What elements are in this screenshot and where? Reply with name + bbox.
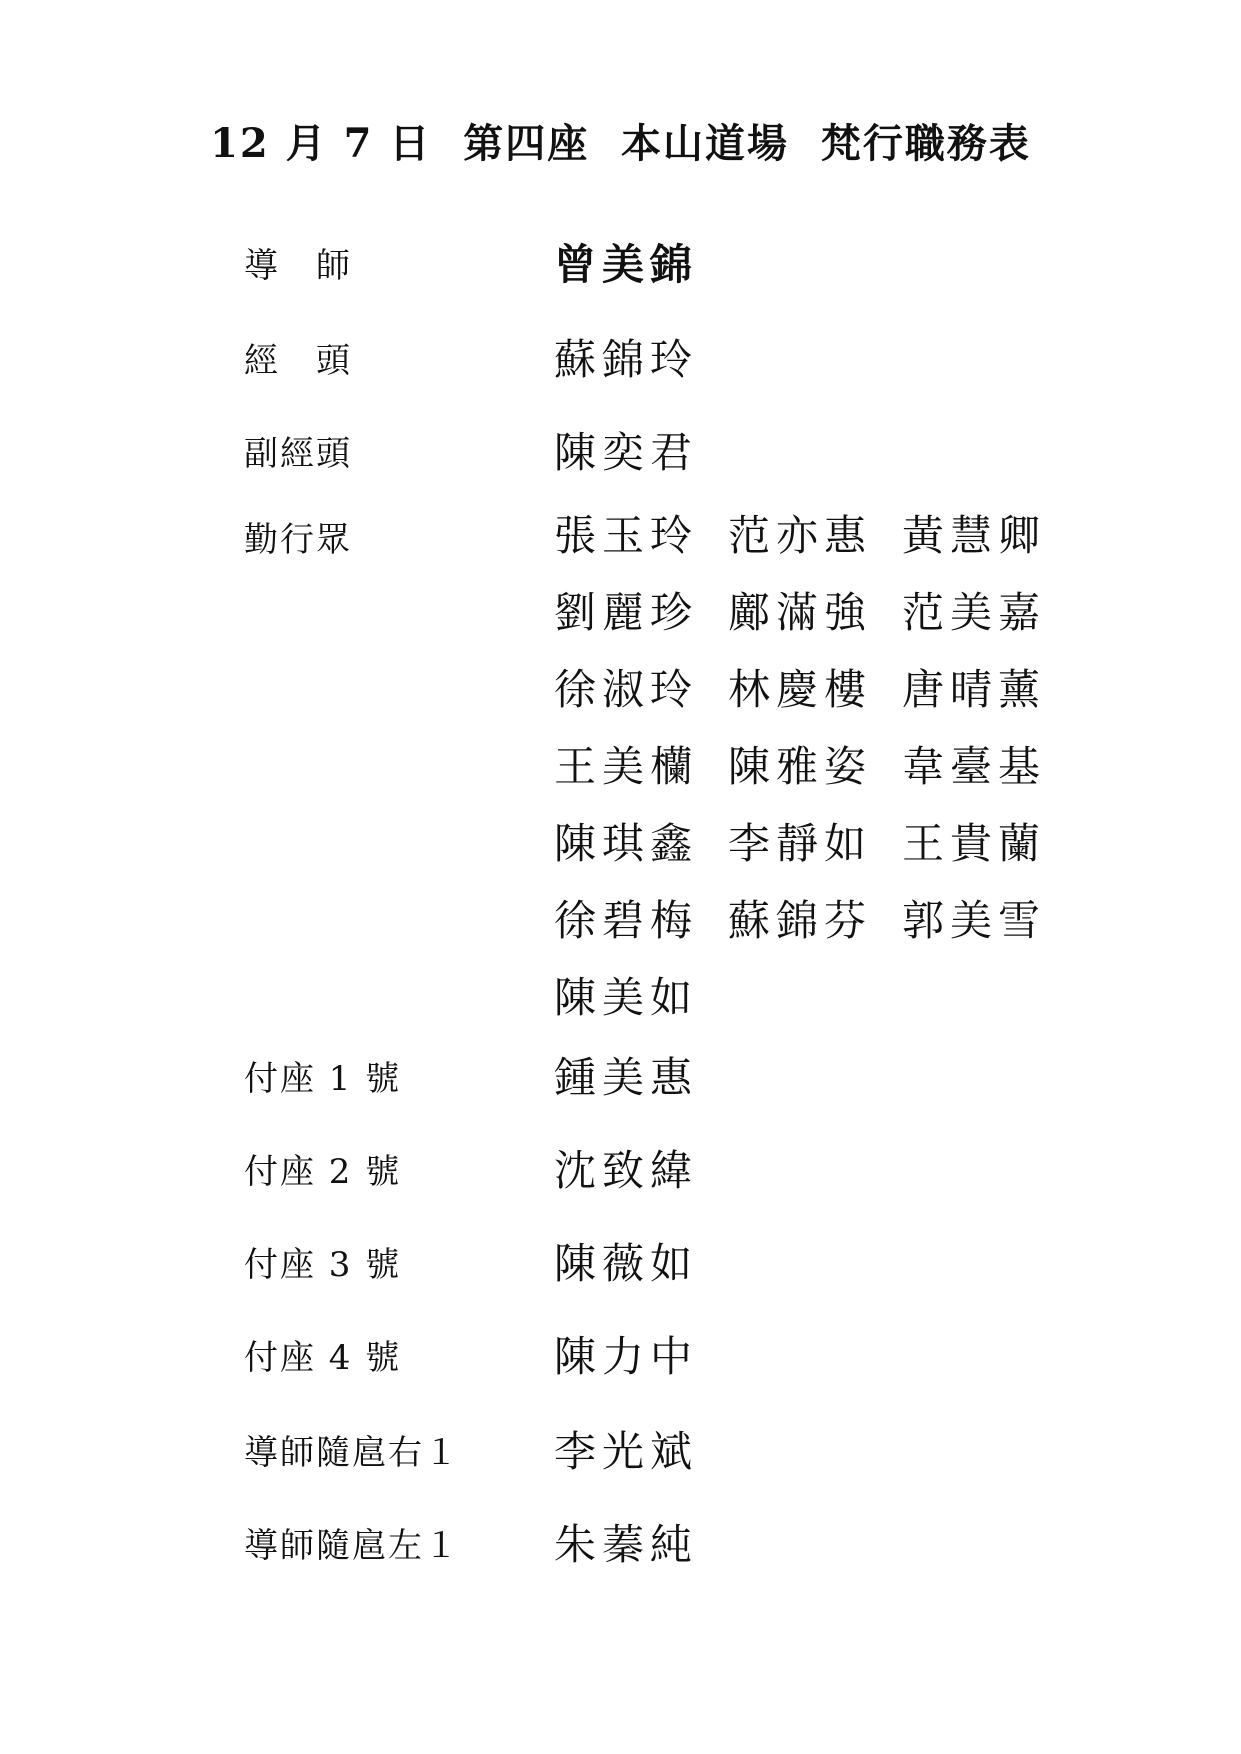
attendant-name: 韋臺基 (902, 741, 1047, 791)
attendant-name: 劉麗珍 (554, 587, 699, 637)
attendant-name: 范亦惠 (728, 510, 873, 560)
attendant-name: 唐晴薰 (902, 664, 1047, 714)
attendant-name: 徐碧梅 (554, 895, 699, 945)
attendant-name: 郭美雪 (902, 895, 1047, 945)
attendant-name: 陳雅姿 (728, 741, 873, 791)
attendant-name: 陳美如 (554, 972, 699, 1022)
role-label: 導 師 (244, 246, 352, 286)
role-label: 導師隨扈右１ (244, 1433, 460, 1473)
attendant-name: 鄺滿強 (728, 587, 873, 637)
attendant-name: 王貴蘭 (902, 818, 1047, 868)
attendant-name: 張玉玲 (554, 510, 699, 560)
attendants-line (554, 494, 1076, 571)
role-label: 付座 1 號 (244, 1059, 402, 1099)
attendants-line (554, 571, 1076, 648)
attendant-name: 陳琪鑫 (554, 818, 699, 868)
role-name: 陳奕君 (554, 428, 699, 477)
attendants-line (554, 956, 1076, 1033)
attendant-name: 徐淑玲 (554, 664, 699, 714)
role-label: 付座 3 號 (244, 1245, 402, 1285)
attendant-name: 范美嘉 (902, 587, 1047, 637)
role-name: 曾美錦 (554, 240, 699, 289)
role-name: 朱蓁純 (554, 1520, 699, 1569)
role-label: 經 頭 (244, 341, 352, 381)
role-name: 鍾美惠 (554, 1053, 699, 1102)
attendants-line (554, 802, 1076, 879)
attendants-line (554, 648, 1076, 725)
role-label: 勤行眾 (244, 520, 352, 560)
attendant-name: 蘇錦芬 (728, 895, 873, 945)
page-title: 12 月 7 日 第四座 本山道場 梵行職務表 (210, 120, 1031, 167)
attendants-line (554, 879, 1076, 956)
role-name: 陳薇如 (554, 1239, 699, 1288)
attendant-name: 黃慧卿 (902, 510, 1047, 560)
role-name: 陳力中 (554, 1332, 699, 1381)
role-label: 付座 2 號 (244, 1152, 402, 1192)
attendants-list (554, 494, 1076, 1033)
role-label: 導師隨扈左１ (244, 1526, 460, 1566)
attendant-name: 李靜如 (728, 818, 873, 868)
role-label: 付座 4 號 (244, 1338, 402, 1378)
role-name: 蘇錦玲 (554, 335, 699, 384)
role-label: 副經頭 (244, 434, 352, 474)
attendants-line (554, 725, 1076, 802)
attendant-name: 王美欗 (554, 741, 699, 791)
role-name: 李光斌 (554, 1427, 699, 1476)
role-name: 沈致緯 (554, 1146, 699, 1195)
attendant-name: 林慶樓 (728, 664, 873, 714)
